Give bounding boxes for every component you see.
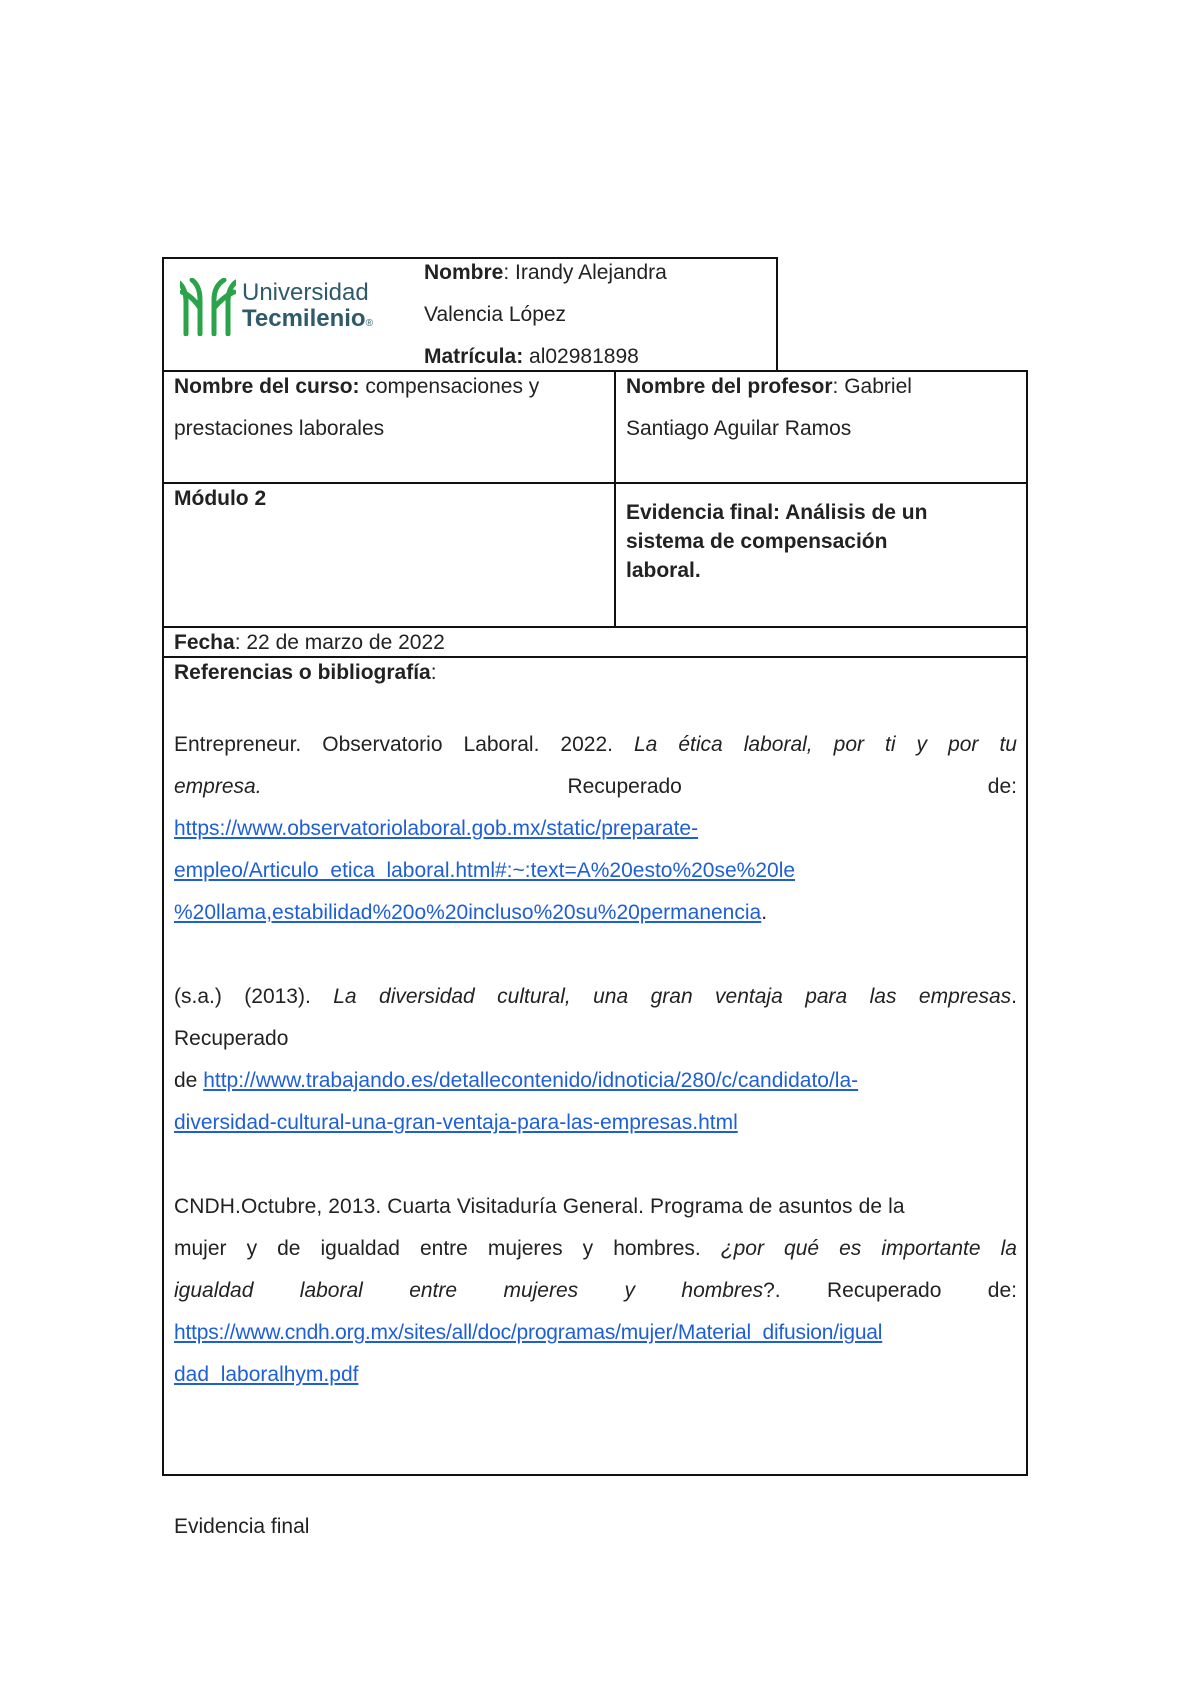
- ref3-url-line-2: [174, 1362, 358, 1388]
- student-name-line-2: Valencia López: [424, 303, 567, 326]
- logo-line-1: Universidad: [242, 279, 369, 306]
- tecmilenio-tree-logo-icon: [180, 278, 236, 336]
- ref1-line-1: Entrepreneur. Observatorio Laboral. 2022. La ética laboral, por ti y por tu: [174, 733, 1017, 756]
- ref2-url-line-2: [174, 1110, 738, 1136]
- date: Fecha: 22 de marzo de 2022: [174, 631, 445, 654]
- evidence-title-line-2: sistema de compensación: [626, 530, 888, 553]
- references-heading: Referencias o bibliografía:: [174, 661, 437, 684]
- ref1-url-line-3: %20llama,estabilidad%20o%20incluso%20su%20permanencia.: [174, 901, 768, 924]
- ref2-url-line-1: de http://www.trabajando.es/detallecontenido/idnoticia/280/c/candidato/la-: [174, 1069, 859, 1092]
- ref3-line-3: igualdad laboral entre mujeres y hombres?. Recuperado de:: [174, 1279, 1017, 1302]
- ref1-link[interactable]: empleo/Articulo_etica_laboral.html#:~:text=A%20esto%20se%20le: [174, 859, 796, 882]
- professor-name-line-2: Santiago Aguilar Ramos: [626, 417, 852, 440]
- ref3-url-line-1: [174, 1320, 882, 1346]
- ref2-link[interactable]: http://www.trabajando.es/detallecontenido/idnoticia/280/c/candidato/la-: [203, 1069, 859, 1092]
- ref1-url-line-1: [174, 816, 698, 842]
- student-name-line-1: Nombre: Irandy Alejandra: [424, 261, 667, 284]
- page-footer: Evidencia final: [174, 1515, 310, 1538]
- student-id: Matrícula: al02981898: [424, 345, 639, 368]
- professor-name-line-1: Nombre del profesor: Gabriel: [626, 375, 912, 398]
- ref1-url-line-2: [174, 858, 795, 884]
- ref3-line-1: CNDH.Octubre, 2013. Cuarta Visitaduría General. Programa de asuntos de la: [174, 1195, 905, 1218]
- module-label: Módulo 2: [174, 487, 267, 510]
- ref1-link[interactable]: https://www.observatoriolaboral.gob.mx/static/preparate-: [174, 817, 699, 840]
- ref2-line-2: Recuperado: [174, 1027, 289, 1050]
- logo-line-2: Tecmilenio®: [242, 305, 373, 332]
- course-name-line-2: prestaciones laborales: [174, 417, 385, 440]
- university-logo: [180, 278, 390, 338]
- evidence-title-line-3: laboral.: [626, 559, 701, 582]
- ref2-line-1: (s.a.) (2013). La diversidad cultural, una gran ventaja para las empresas.: [174, 985, 1017, 1008]
- course-name-line-1: Nombre del curso: compensaciones y: [174, 375, 540, 398]
- ref1-link[interactable]: %20llama,estabilidad%20o%20incluso%20su%20permanencia: [174, 901, 762, 924]
- evidence-title-line-1: Evidencia final: Análisis de un: [626, 501, 928, 524]
- ref2-link[interactable]: diversidad-cultural-una-gran-ventaja-para-las-empresas.html: [174, 1111, 738, 1134]
- ref1-line-2: empresa. Recuperado de:: [174, 775, 1017, 798]
- ref3-link[interactable]: dad_laboralhym.pdf: [174, 1363, 359, 1386]
- ref3-link[interactable]: https://www.cndh.org.mx/sites/all/doc/programas/mujer/Material_difusion/igual: [174, 1321, 883, 1344]
- ref3-line-2: mujer y de igualdad entre mujeres y hombres. ¿por qué es importante la: [174, 1237, 1017, 1260]
